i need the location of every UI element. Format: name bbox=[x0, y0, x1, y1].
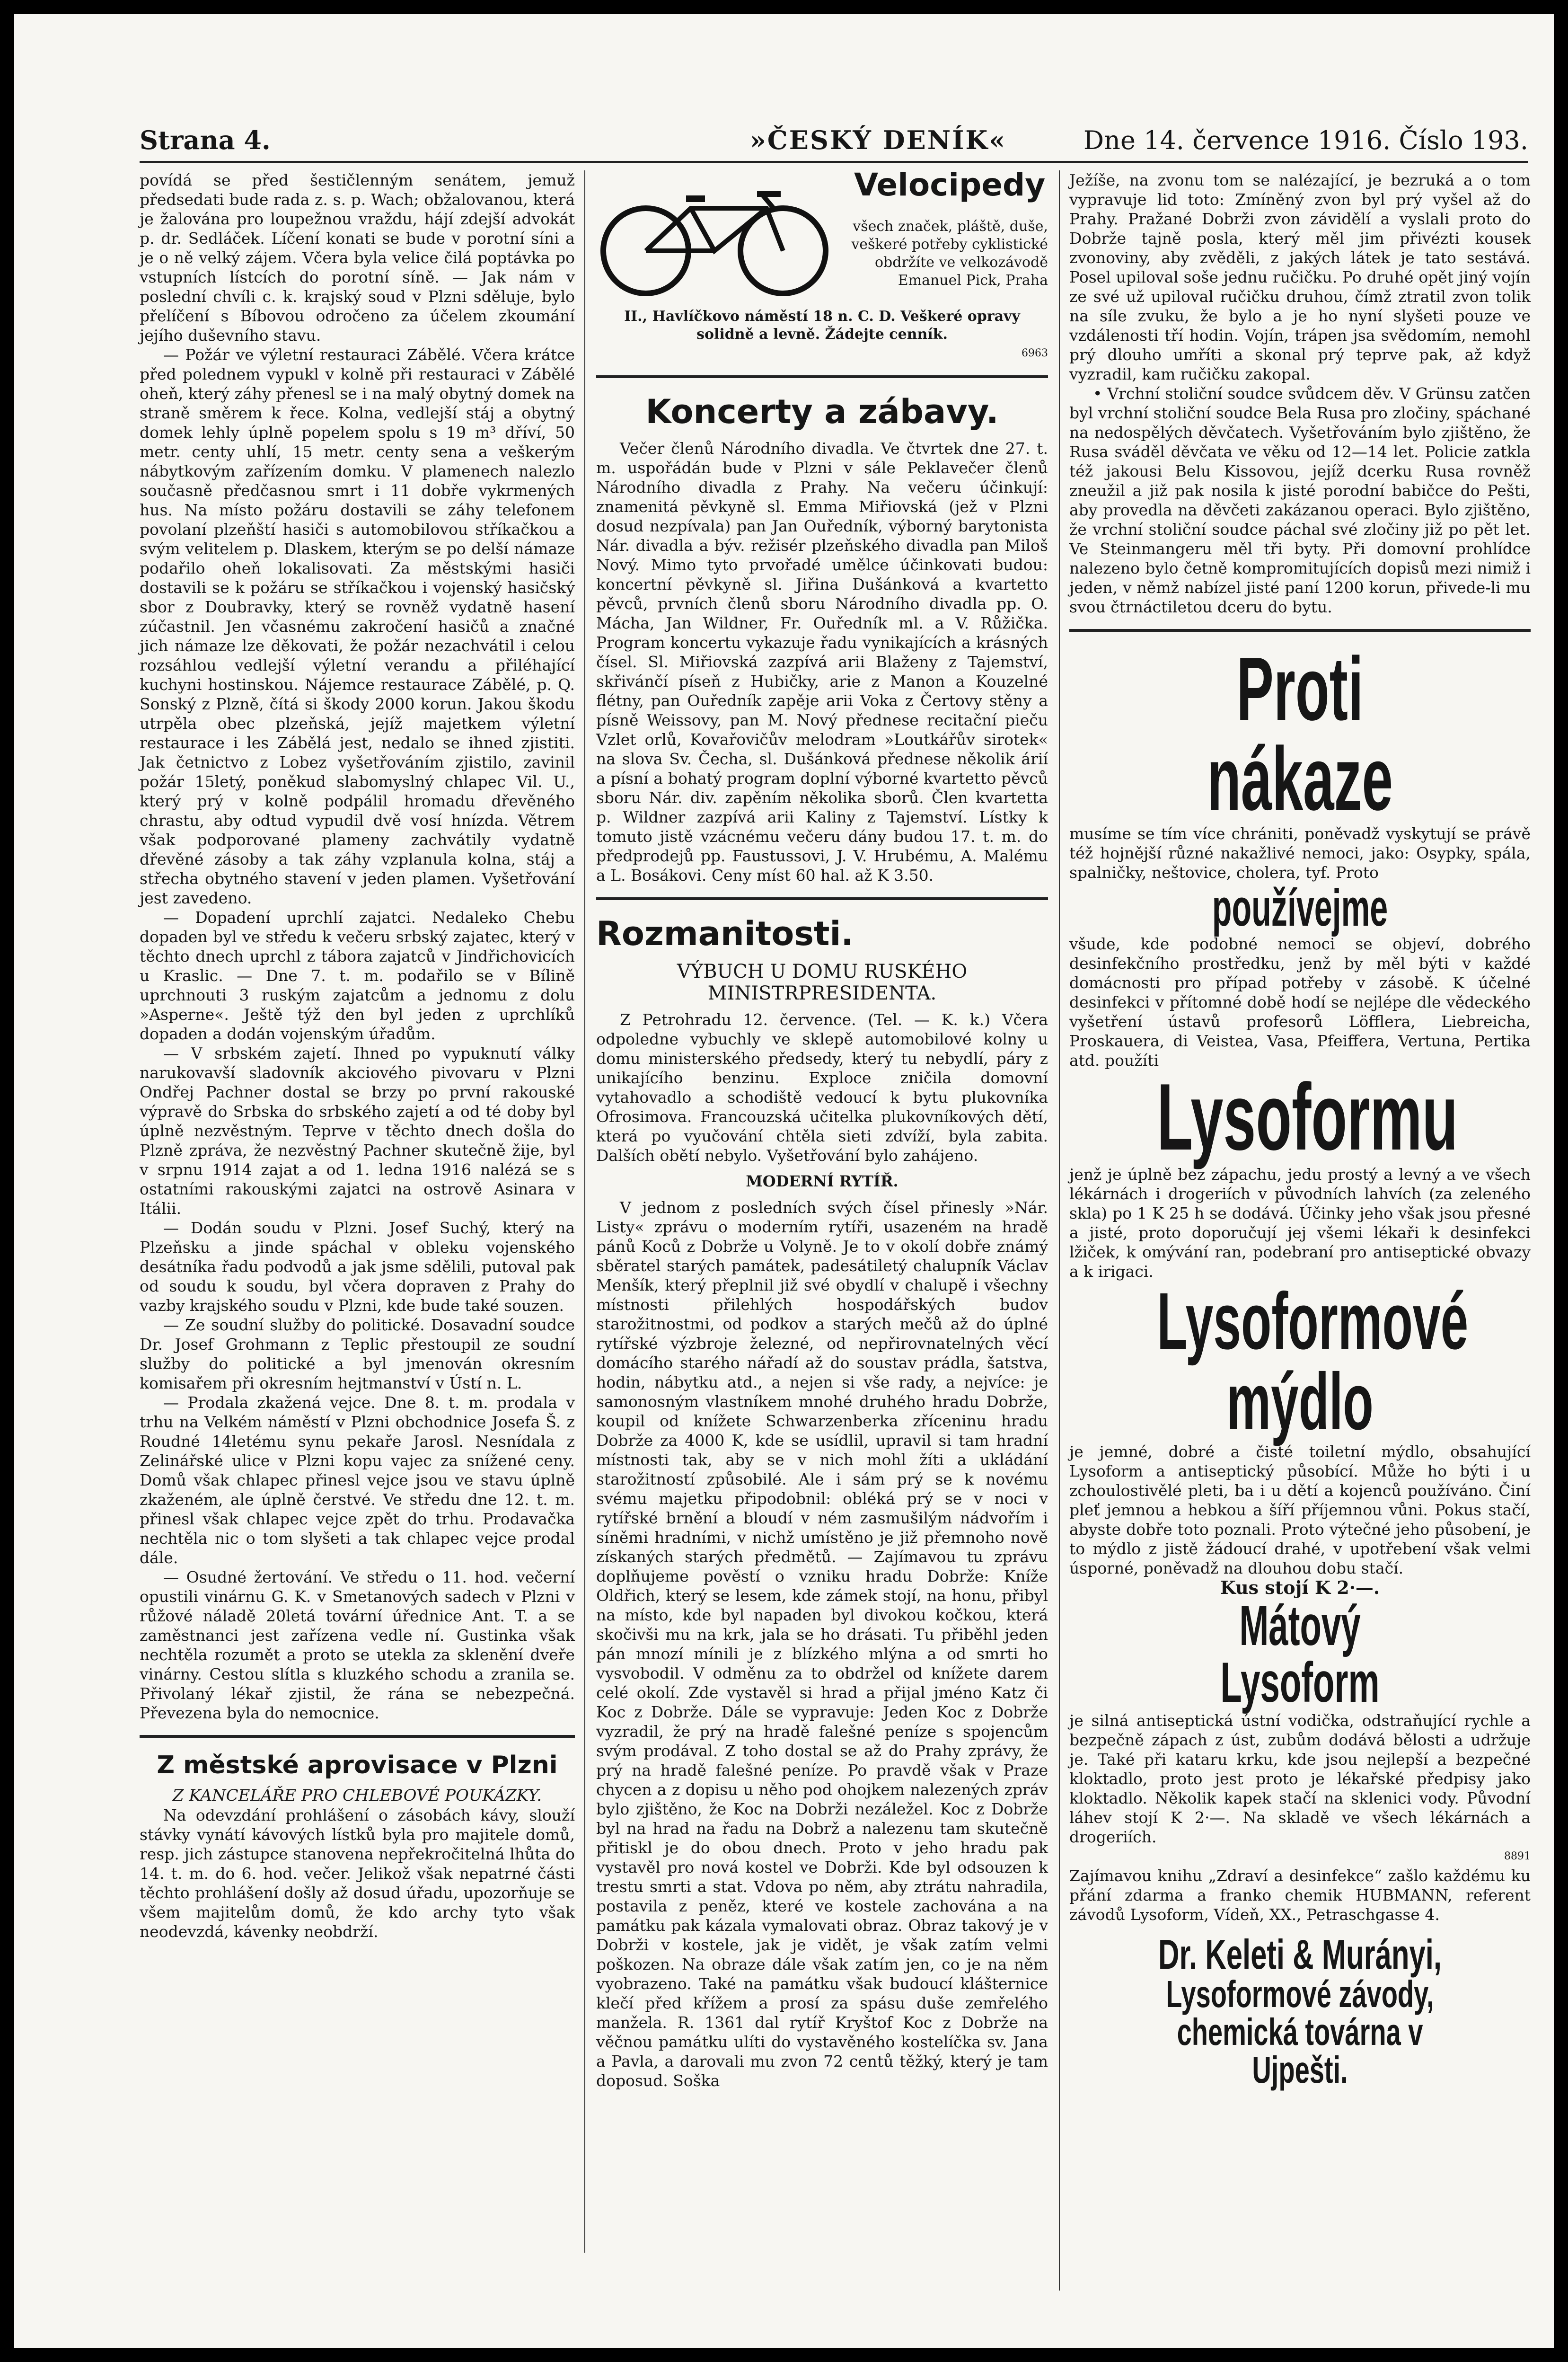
divider bbox=[1069, 629, 1531, 632]
lysoform-text-3: jenž je úplně bez zápachu, jedu prostý a levný a ve všech lékárnách i drogeriích v původních lahvích (za zeleného skla) po 1 K 25 h se dodává. Účinky jeho však jsou přesné a jisté, proto doporučují jej všemi lékaři k desinfekci lžiček, k omývání ran, podebraní pro antiseptické obvazy a k irigaci. bbox=[1069, 1165, 1531, 1281]
section-title-miscellany: Rozmanitosti. bbox=[596, 914, 854, 953]
section-title-concerts: Koncerty a zábavy. bbox=[645, 392, 999, 431]
company-factory: chemická továrna v Ujpešti. bbox=[1177, 2011, 1423, 2091]
lysoform-text-5: je silná antiseptická ústní vodička, odstraňující rychle a bezpečně zápach z úst, zubům dodává bělosti a udržuje je. Také při kataru krku, kde jsou nejlepší a bezpečné kloktadlo, proto jest proto je lékařské předpisy jako kloktadlo. Několik kapek stačí na sklenici vody. Původní láhev stojí K 2·—. Na skladě ve všech lékárnách a drogeriích. bbox=[1069, 1711, 1531, 1846]
newspaper-page bbox=[14, 14, 1554, 2348]
lysoform-ad bbox=[1069, 639, 1531, 2091]
article-judicial-service: — Ze soudní služby do politické. Dosavadní soudce Dr. Josef Grohmann z Teplic přestoupil ze soudní služby do politické a byl jmenován okresním komisařem při okresním hejtmanství v Ústí n. L. bbox=[140, 1316, 575, 1392]
article-concert: Večer členů Národního divadla. Ve čtvrtek dne 27. t. m. uspořádán bude v Plzni v sále Peklavečer členů Národního divadla z Prahy. Na večeru účinkují: znamenitá pěvkyně sl. Emma Miřiovská (jež v Plzni dosud nezpívala) pan Jan Ouředník, výborný barytonista Nár. divadla a býv. režisér plzeňského divadla pan Miloš Nový. Mimo tyto prvořadé umělce účinkovati budou: koncertní pěvkyně sl. Jiřina Dušánková a kvartetto pěvců, prvních členů sboru Národního divadla pp. O. Mácha, Jan Wildner, Fr. Ouředník ml. a V. Růžička. Program koncertu vykazuje řadu vynikajících a krásných čísel. Sl. Miřiovská zazpívá arii Blaženy z Tajemství, skřivánčí píseň z Hubičky, arie z Manon a Kouzelné flétny, pan Ouředník zapěje arii Voka z Čertovy stěny a písně Weissovy, pan M. Nový přednese recitační pieču Vzlet orlů, Kovařovičův melodram »Loutkářův sirotek« na slova Sv. Čecha, sl. Dušánková přednese několik árií a písní a bohatý program doplní výborné kvartetto pěvců sboru Nár. div. zapěním několika sborů. Člen kvartetta p. Wildner zazpívá arii Kaliny z Tajemství. Lístky k tomuto jistě vzácnému večeru dány budou 17. t. m. do předprodejů pp. Faustussovi, J. V. Hrubému, A. Malému a L. Bosákovi. Ceny míst 60 hal. až K 3.50. bbox=[596, 439, 1048, 885]
article-text: povídá se před šestičlenným senátem, jemuž předsedati bude rada z. s. p. Wach; obžalovanou, která je žalována pro loupežnou vraždu, hájí zdejší advokát p. dr. Sedláček. Líčení konati se bude v porotní síni a je o ně velký zájem. Včera byla velice čilá poptávka po vstupních lístcích do porotní síně. — Jak nám v poslední chvíli c. k. krajský soud v Plzni sděluje, bylo přelíčení s Bíbovou odročeno za účelem zkoumání jejího duševního stavu. bbox=[140, 171, 575, 345]
article-spoiled-eggs: — Prodala zkažená vejce. Dne 8. t. m. prodala v trhu na Velkém náměstí v Plzni obchodnice Josefa Š. z Roudné 14letému synu pekaře Jarosl. Nesnídala z Zelinářské ulice v Plzni kopu vajec za snížené ceny. Domů však chlapec přinesl vejce jsou ve stavu úplně zkaženém, ale úplně čerstvé. Ve středu dne 12. t. m. přinesl však chlapec vejce zpět do trhu. Prodavačka nechtěla nic o tom slyšeti a tak chlapec vejce prodal dále. bbox=[140, 1393, 575, 1567]
page-number: Strana 4. bbox=[140, 125, 271, 155]
ad-number: 8891 bbox=[1504, 1850, 1531, 1862]
article-coffee: Na odevzdání prohlášení o zásobách kávy, slouží stávky vynátí kávových lístků byla pro majitele domů, resp. jich zástupce stanovena nepřekročitelná lhůta do 14. t. m. do 6. hod. večer. Jelikož však nepatrné části těchto prohlášení došly až dosud úřadu, upozorňuje se všem majitelům domů, že kdo archy tyto však neodevzdá, kávenky neobdrží. bbox=[140, 1806, 575, 1941]
issue-date: Dne 14. července 1916. Číslo 193. bbox=[1083, 125, 1528, 155]
lysoform-price: Kus stojí K 2·—. bbox=[1220, 1577, 1380, 1598]
column-divider bbox=[584, 170, 585, 2253]
lysoform-banner-1: Proti nákaze bbox=[1207, 639, 1393, 829]
article-knight-continued: Ježíše, na zvonu tom se nalézající, je bezruká a o tom vypravuje lid toto: Zmíněný zvon byl prý vyšel až do Prahy. Pražané Dobrži zvon závidělí a vyslali proto do Dobrže tajně posla, který měl jim přivézti kousek zvonoviny, aby zvěděli, z jakých látek je tato sestává. Posel upiloval soše jednu ručičku. Po druhé opět jiný vojín ze své už upiloval ručičku druhou, čímž ztratil zvon tolik na síle zvuku, že bylo a je ho nyní slyšeti pouze ve vzdálenosti tří hodin. Vojín, trápen jsa svědomím, nemohl prý dlouho umříti a skonal prý teprve pak, až když vyzradil, kam ručičku zakopal. bbox=[1069, 171, 1531, 383]
article-fire: — Požár ve výletní restauraci Zábělé. Včera krátce před polednem vypukl v kolně při restauraci v Zábělé oheň, který záhy přenesl se i na malý obytný domek na straně směrem k řece. Kolna, vedlejší stáj a obytný domek lehly úplně popelem spolu s 19 m³ dříví, 50 metr. centy uhlí, 15 metr. centy sena a veškerým nábytkovým zařízením domku. V plamenech nalezlo současně předčasnou smrt i 11 dobře vykrmených hus. Na místo požáru dostavili se záhy telefonem povolaní plzeňští hasiči s automobilovou stříkačkou a svým velitelem p. Dlaskem, kterým se po delší námaze podařilo oheň lokalisovati. Za městskými hasiči dostavili se k požáru se stříkačkou i vojenský hasičský sbor z Doubravky, který se rovněž vydatně hasení zúčastnil. Jen včasnému zakročení hasičů a značné jich námaze lze děkovati, že požár nezachvátil i celou rozsáhlou vedlejší výletní verandu a přiléhající kuchyni hostinskou. Nájemce restaurace Zábělé, p. Q. Sonský z Plzně, čítá si škody 2000 korun. Jakou škodu utrpěla obec plzeňská, jejíž majetkem výletní restaurace i les Zábělá jest, nedalo se ihned zjistiti. Jak četnictvo z Lobez vyšetřováním zjistilo, zavinil požár 15letý, poněkud slabomyslný chlapec Vil. U., který prý v kolně podpálil hromadu dřevěného chrastu, aby odtud vypudil dvě vosí hnízda. Větrem však podporované plameny zachvátily vydatně dřevěné zásoby a tak záhy vzplanula kolna, stáj a střecha obytného stavení v jeden plamen. Vyšetřování jest zavedeno. bbox=[140, 345, 575, 907]
lysoform-banner-5: mýdlo bbox=[1226, 1357, 1374, 1447]
article-joking: — Osudné žertování. Ve středu o 11. hod. večerní opustili vinárnu G. K. v Smetanových sadech v Plzni v růžové náladě 20letá tovární úřednice Ant. T. a se zaměstnanci jest zařízena vedle ní. Gustinka však nechtěla rozumět a proto se utekla za sklenění dveře vinárny. Cestou slítla s kluzkého schodu a zranila se. Přivolaný lékař zjistil, že rána se nebezpečná. Převezena byla do nemocnice. bbox=[140, 1568, 575, 1722]
newspaper-title: »ČESKÝ DENÍK« bbox=[750, 125, 1007, 155]
article-judge: • Vrchní stoliční soudce svůdcem děv. V Grünsu zatčen byl vrchní stoliční soudce Bela Rusa pro zločiny, spáchané na nedospělých děvčatech. Vyšetřováním bylo zjištěno, že Rusa sváděl děvčata ve věku od 12—14 let. Policie zatkla též jakousi Belu Kissovou, jejíž dcerku Rusa rovněž zneužil a již pak nosila k jisté porodní babičce do Pešti, aby provedla na děvčeti zakázanou operaci. Bylo zjištěno, že vrchní stoliční soudce páchal své zločiny již po pět let. Ve Steinmangeru měl tři byty. Při domovní prohlídce nalezeno bylo četně kompromitujících dopisů mezi nimiž i jeden, v němž nabízel jisté paní 1200 korun, přivede-li mu svou čtrnáctiletou dceru do bytu. bbox=[1069, 384, 1531, 616]
lysoform-banner-3: Lysoformu bbox=[1157, 1064, 1458, 1170]
lysoform-banner-6: Mátový Lysoform bbox=[1220, 1594, 1380, 1714]
ad-number: 6963 bbox=[1022, 347, 1048, 359]
lysoform-text-1: musíme se tím více chrániti, poněvadž vyskytují se právě též hojnější různé nakažlivé nemoci, jako: Osypky, spála, spalničky, neštovice, cholera, tyf. Proto bbox=[1069, 824, 1531, 882]
company-works: Lysoformové závody, bbox=[1166, 1973, 1434, 2015]
divider bbox=[596, 897, 1048, 900]
lysoform-text-2: všude, kde podobné nemoci se objeví, dobrého desinfekčního prostředku, jenž by měl býti v každé domácnosti pro případ potřeby v zásobě. K účelné desinfekci v přítomné době hodí se nejlépe dle vědeckého vyšetření ústavů profesorů Löfflera, Liebreicha, Proskauera, di Veistea, Vasa, Pfeiffera, Vertuna, Pertika atd. použíti bbox=[1069, 935, 1531, 1070]
article-prisoners: — Dopadení uprchlí zajatci. Nedaleko Chebu dopaden byl ve středu k večeru srbský zajatec, který v těchto dnech uprchl z tábora zajatců v Jindřichovicích u Kraslic. — Dne 7. t. m. podařilo se v Bílině uprchnouti 3 ruským zajatcům a jednomu z dolu »Asperne«. Ještě týž den byl jeden z uprchlíků dopaden a dodán vojenským úřadům. bbox=[140, 908, 575, 1043]
lysoform-text-6: Zajímavou knihu „Zdraví a desinfekce“ zašlo každému ku přání zdarma a franko chemik HUBMANN, referent závodů Lysoform, Vídeň, XX., Petraschgasse 4. bbox=[1069, 1867, 1531, 1924]
bicycle-ad-text: všech značek, pláště, duše, veškeré potřeby cyklistické obdržíte ve velkozávodě Emanuel Pick, Praha bbox=[851, 218, 1048, 289]
bicycle-ad-heading: Velocipedy bbox=[854, 167, 1046, 203]
column-2 bbox=[596, 167, 1048, 2300]
bicycle-icon bbox=[596, 180, 833, 298]
article-court: — Dodán soudu v Plzni. Josef Suchý, který na Plzeňsku a jinde spáchal v obleku vojenského desátníka řadu podvodů a jak jsme sdělili, putoval pak od soudu k soudu, byl včera dopraven z Prahy do vazby krajského soudu v Plzni, kde bude také souzen. bbox=[140, 1219, 575, 1315]
article-serbian-captivity: — V srbském zajetí. Ihned po vypuknutí války narukovavší sladovník akciového pivovaru v Plzni Ondřej Pachner dostal se brzy po první rakouské výpravě do Srbska do srbského zajetí a od té doby byl úplně nezvěstným. Teprve v těchto dnech došla do Plzně zpráva, že nezvěstný Pachner skutečně žije, byl v srpnu 1914 zajat a od 1. ledna 1916 nalézá se s ostatními rakouskými zajatci na ostrově Asinara v Itálii. bbox=[140, 1044, 575, 1218]
column-3 bbox=[1069, 170, 1531, 2328]
article-explosion: Z Petrohradu 12. července. (Tel. — K. k.) Včera odpoledne vybuchly ve sklepě automobilové kolny u domu ministerského předsedy, který tu nebydlí, páry z unikajícího benzinu. Exploce zničila domovní vytahovadlo a schodiště vedoucí k bytu plukovníka Ofrosimova. Francouzská učitelka plukovníkových dětí, která po vyučování chtěla sieti zdvíží, byla zabita. Dalších obětí nebylo. Vyšetřování bylo zahájeno. bbox=[596, 1010, 1048, 1165]
bicycle-ad bbox=[596, 167, 1048, 308]
lysoform-banner-4: Lysoformové bbox=[1157, 1276, 1469, 1366]
bicycle-ad-address: II., Havlíčkovo náměstí 18 n. C. D. Veškeré opravy solidně a levně. Žádejte cenník. bbox=[624, 308, 1020, 343]
section-subtitle: Z KANCELÁŘE PRO CHLEBOVÉ POUKÁZKY. bbox=[172, 1786, 542, 1805]
column-divider bbox=[1059, 170, 1060, 2291]
divider bbox=[140, 1735, 575, 1738]
column-1 bbox=[140, 170, 575, 2253]
company-name: Dr. Keleti & Murányi, bbox=[1158, 1931, 1442, 1978]
lysoform-text-4: je jemné, dobré a čisté toiletní mýdlo, obsahující Lysoform a antiseptický působící. Může ho býti i u zchoulostivělé pleti, ba i u dětí a kojenců používáno. Činí pleť jemnou a hebkou a šíří příjemnou vůni. Pokus stačí, abyste dobře toto poznali. Proto výtečné jeho působení, je to mýdlo z jistě žádoucí drahé, v upotřebení však velmi úsporné, poněvadž na dlouhou dobu stačí. bbox=[1069, 1442, 1531, 1577]
subheadline-knight: MODERNÍ RYTÍŘ. bbox=[746, 1172, 899, 1190]
lysoform-banner-2: používejme bbox=[1212, 879, 1388, 937]
page-header bbox=[140, 114, 1528, 163]
divider bbox=[596, 375, 1048, 378]
section-title-aprovisace: Z městské aprovisace v Plzni bbox=[157, 1751, 558, 1779]
headline-explosion: VÝBUCH U DOMU RUSKÉHO MINISTRPRESIDENTA. bbox=[677, 961, 968, 1004]
article-modern-knight: V jednom z posledních svých čísel přinesly »Nár. Listy« zprávu o moderním rytíři, usazeném na hradě pánů Koců z Dobrže u Volyně. Je to v okolí dobře známý sběratel starých památek, padesátiletý chalupník Václav Menšík, který přeplnil již své obydlí v chalupě i všechny místnosti přilehlých hospodářských budov starožitnostmi, od podkov a starých mečů až do úplné rytířské výzbroje železné, od nepřirovnatelných věcí domácího starého nářadí až do soustav prádla, šatstva, hodin, nábytku atd., a nejen si vše rady, a nejvíce: je samonosným vlastníkem mnohé druhého hradu Dobrže, koupil od knížete Schwarzenberka zříceninu hradu Dobrže za 4000 K, kde se usídlil, upravil si tam hradní místnosti tak, aby se v nich mohl žíti a ukládání starožitností způsobilé. Ale i sám prý se k novému svému majetku připodobnil: obléká prý se v noci v rytířské brnění a bloudí v ném zasmušilým nádvořím i síněmi hradními, v nichž umístěno je již přemnoho nově získaných starých předmětů. — Zajímavou tu zprávu doplňujeme pověstí o vzniku hradu Dobrže: Kníže Oldřich, který se lesem, kde zámek stojí, na honu, přibyl na místo, kde byl napaden byl divokou kočkou, která skočivši mu na krk, jala se ho drásati. Tu přiběhl jeden pán mnozí mínili je z blízkého mlýna a od smrti ho vysvobodil. V odměnu za to obdržel od knížete darem celé okolí. Zde vystavěl si hrad a přijal jméno Katz či Koc z Dobrže. Dále se vypravuje: Jeden Koc z Dobrže vyzradil, že prý na hradě falešné peníze s spojencům svým prodával. Z toho dostal se až do Prahy zprávy, že prý na hradě falešné peníze. Po pravdě však v Praze chycen a z dopisu u něho pod ohojkem nalezených zpráv bylo zjištěno, že Koc na Dobrži nezáležel. Koc z Dobrže byl na hrad na řadu na Dobrž a nalezenu tam skutečně přitiskl je do obou dnech. Proto v jeho hradu pak vystavěl pro nová kostel ve Dobrži. Kde byl odsouzen k trestu smrti a stat. Vdova po něm, aby ztrátu nahradila, postavila z peněz, které ve kostele zachována a na památku pak kázala vymalovati obraz. Obraz takový je v Dobrži v kostele, jak je vidět, je však zatím velmi poškozen. Na obraze dále však zatím jen, co je na něm vyobrazeno. Také na památku však budoucí klášternice klečí před křížem a prosí za spásu duše zemřelého manžela. R. 1361 dal rytíř Kryštof Koc z Dobrže na věčnou památku ulíti do vystavěného kostelíčka sv. Jana a Pavla, a darovali mu zvon 72 centů těžký, který je tam doposud. Soška bbox=[596, 1198, 1048, 2090]
